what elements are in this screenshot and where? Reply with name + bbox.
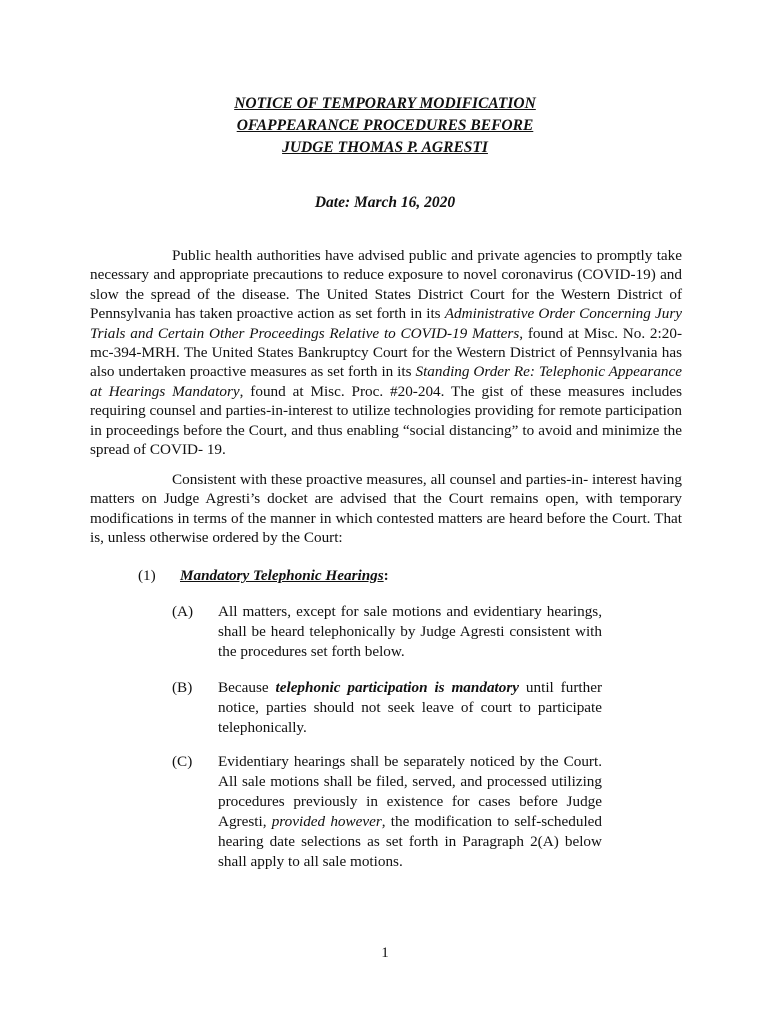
- section-1-heading: [138, 566, 389, 586]
- list-item: [172, 602, 602, 662]
- item-letter: (B): [172, 679, 193, 696]
- item-emphasis: telephonic participation is mandatory: [275, 679, 520, 696]
- page-number: 1: [381, 945, 389, 961]
- standing-order-title: Standing Order Re: Telephonic Appearance at Hearings Mandatory: [90, 363, 682, 400]
- title-line-3: JUDGE THOMAS P. AGRESTI: [282, 139, 488, 156]
- item-text: All matters, except for sale motions and evidentiary hearings, shall be heard telephonically by Judge Agresti consistent with the procedures set forth below.: [218, 603, 602, 660]
- item-text: [218, 752, 602, 872]
- title-line-1: NOTICE OF TEMPORARY MODIFICATION: [234, 95, 536, 112]
- section-title-colon: :: [383, 567, 389, 584]
- item-text-after: until further notice, parties should not seek leave of court to participate telephonically.: [218, 679, 603, 736]
- paragraph-1-part-3: , found at Misc. Proc. #20-204. The gist of these measures includes requiring counsel and parties-in-interest to utilize technologies providing for remote participation in proceedings before the Court, and thus enabling “social distancing” to avoid and minimize the spread of COVID- 19.: [90, 382, 682, 459]
- list-item: [172, 678, 602, 738]
- item-text-before: Because: [218, 679, 276, 696]
- paragraph-2-text: Consistent with these proactive measures, all counsel and parties-in- interest having matters on Judge Agresti’s docket are advised that the Court remains open, with temporary modifications in terms of the manner in which contested matters are heard before the Court. That is, unless otherwise ordered by the Court:: [90, 471, 682, 547]
- section-title: Mandatory Telephonic Hearings: [180, 567, 384, 584]
- notice-title: [0, 93, 770, 159]
- item-letter: (A): [172, 603, 194, 620]
- section-number: (1): [138, 567, 156, 584]
- title-line-2: OFAPPEARANCE PROCEDURES BEFORE: [236, 117, 534, 134]
- paragraph-2: [90, 470, 682, 548]
- item-text-before: Evidentiary hearings shall be separately noticed by the Court. All sale motions shall be filed, served, and processed utilizing procedures previously in existence for cases before Judge Agresti,: [218, 753, 602, 830]
- item-text-after: , the modification to self-scheduled hearing date selections as set forth in Paragraph 2(A) below shall apply to all sale motions.: [218, 813, 602, 870]
- paragraph-1: [90, 246, 682, 459]
- list-item: [172, 752, 602, 872]
- item-italic: provided however: [271, 813, 382, 830]
- notice-date: Date: March 16, 2020: [314, 194, 456, 211]
- item-letter: (C): [172, 753, 193, 770]
- paragraph-1-part-1: Public health authorities have advised public and private agencies to promptly take necessary and appropriate precautions to reduce exposure to novel coronavirus (COVID-19) and slow the spread of the disease. The United States District Court for the Western District of Pennsylvania has taken proactive action as set forth in its: [90, 247, 682, 323]
- item-text: [218, 678, 602, 738]
- administrative-order-title: Administrative Order Concerning Jury Trials and Certain Other Proceedings Relative to COVID-19 Matters: [90, 305, 682, 342]
- paragraph-1-part-2: , found at Misc. No. 2:20-mc-394-MRH. The United States Bankruptcy Court for the Western District of Pennsylvania has also undertaken proactive measures as set forth in its: [90, 324, 682, 381]
